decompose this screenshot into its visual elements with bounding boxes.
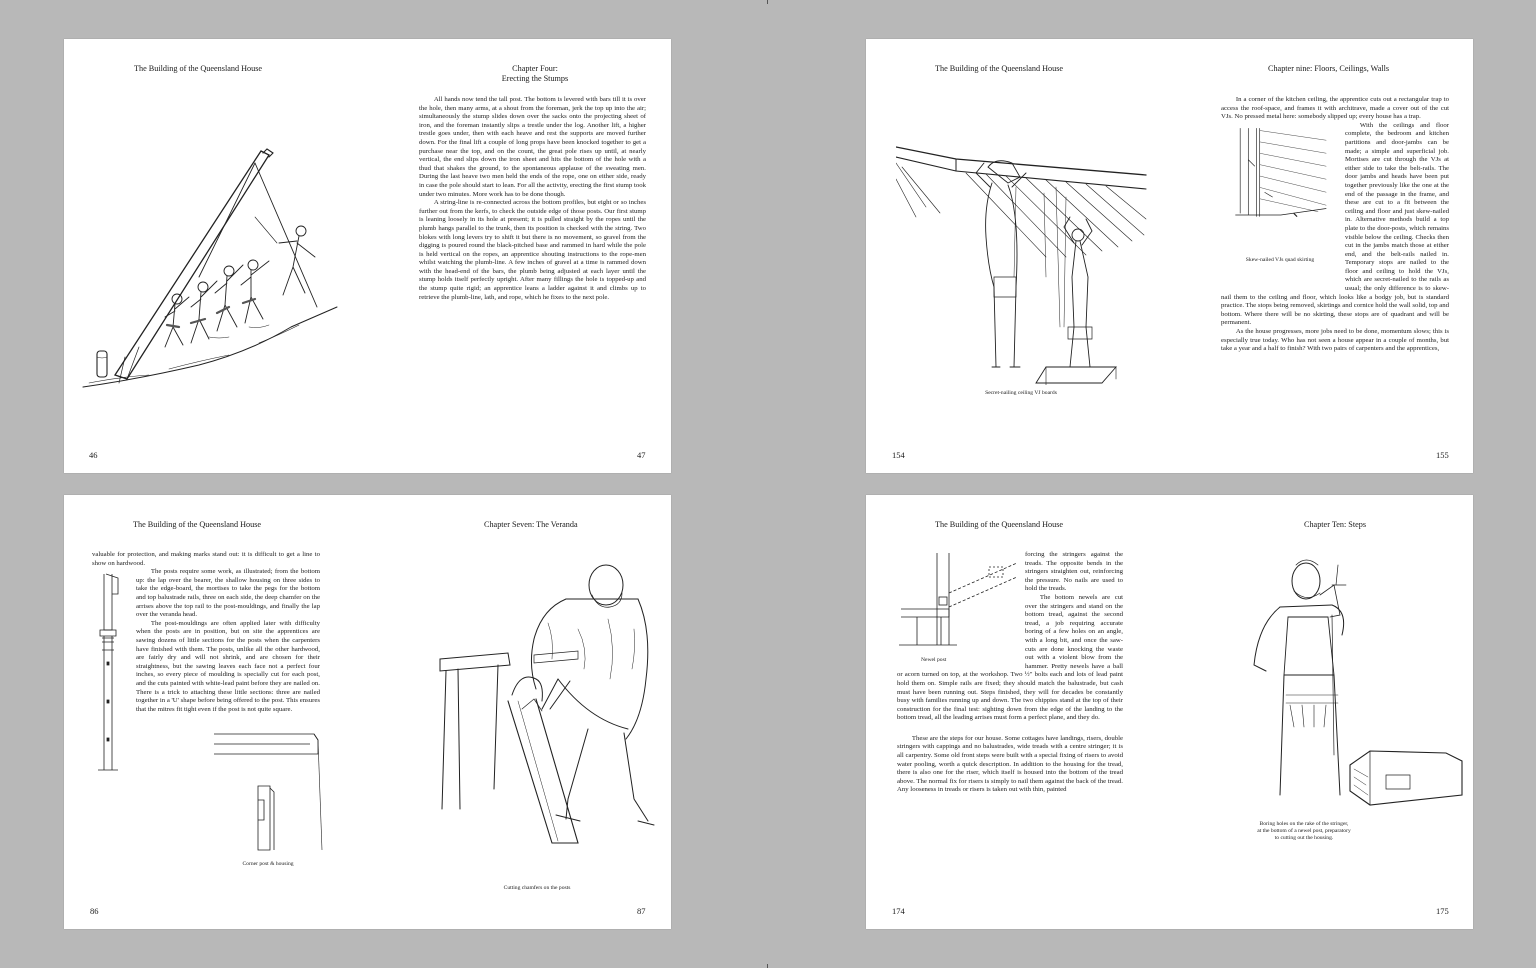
inset-figure-skirting <box>1221 124 1339 284</box>
running-header-left: The Building of the Queensland House <box>935 64 1064 73</box>
page-number-right: 155 <box>1436 450 1449 460</box>
inset-caption: Corner post & housing <box>242 861 294 867</box>
illustration-cutting-chamfers <box>438 559 658 849</box>
paragraph: These are the steps for our house. Some cottages have landings, risers, double stringers with cappings and no balustrades, wide treads with a centre stringer; it is all carpentry. Some old front steps were built with a special fixing of risers to avoid water pooling, worth a quick description. In addition to the housing for the tread, there is also one for the riser, which itself is housed into the bottom of the tread above. The normal fix for risers is simply to nail them against the back of the tread. Any looseness in treads or risers is taken out with thin, painted <box>897 734 1123 794</box>
illustration-boring-holes <box>1250 555 1465 817</box>
running-header-left: The Building of the Queensland House <box>935 520 1064 529</box>
body-text <box>419 96 646 302</box>
paragraph: The posts require some work, as illustrated; from the bottom up: the lap over the bearer, the shallow housing on three sides to take the edge-board, the mortises to take the pegs for the bottom and top balustrade rails, three on each side, the deep chamfer on the arrises above the top rail to the post-mouldings, and finally the lap over the veranda head. <box>136 568 320 619</box>
illustration-caption: Cutting chamfers on the posts <box>503 885 571 891</box>
page-number-right: 47 <box>637 450 646 460</box>
spread-pages-174-175 <box>866 495 1473 929</box>
running-header-left: The Building of the Queensland House <box>133 520 262 529</box>
illustration-caption <box>1234 821 1374 842</box>
spread-pages-46-47 <box>64 39 671 473</box>
spread-pages-86-87 <box>64 495 671 929</box>
body-text <box>897 551 1123 795</box>
inset-caption: Skew-nailed VJs quad skirting <box>1245 257 1315 264</box>
caption-line: at the bottom of a newel post, preparatory <box>1257 828 1351 834</box>
page-number-left: 46 <box>89 450 98 460</box>
illustration-corner-post-housing <box>214 730 324 864</box>
caption-line: Boring holes on the rake of the stringer, <box>1259 821 1349 827</box>
paragraph: The bottom newels are cut over the stringers and stand on the bottom tread, against the second tread, a job requiring accurate boring of a few holes on an angle, with a long bit, and once the saw-cuts are done knocking the waste out with a violent blow from the hammer. Pretty newels have a ball or acorn turned on top, at the workshop. Two ½" bolts each and lots of lead paint hold them on. Simple rails are fixed; they should match the balustrade, but cash must have been running out. Steps finished, they will for decades be constantly busy with families running up and down. The two chippies stand at the top of their construction for the final test: sighting down from the edge of the landing to the bottom tread, all the leading arrises must form a perfect plane, and they do. <box>897 593 1123 722</box>
paragraph: forcing the stringers against the treads. The opposite bends in the stringers straighten out, reinforcing the pressure. No nails are used to hold the treads. <box>1025 551 1123 593</box>
running-header-right: Chapter nine: Floors, Ceilings, Walls <box>1268 64 1390 73</box>
page-number-left: 86 <box>90 906 99 916</box>
crop-mark <box>767 964 768 968</box>
crop-mark <box>767 0 768 4</box>
running-header-right: Chapter Seven: The Veranda <box>484 520 578 529</box>
page-number-left: 154 <box>892 450 905 460</box>
body-text <box>1221 96 1449 354</box>
running-header-left: The Building of the Queensland House <box>134 64 263 73</box>
page-number-left: 174 <box>892 906 905 916</box>
caption-line: to cutting out the housing. <box>1274 835 1334 841</box>
inset-figure-post <box>92 570 124 782</box>
running-header-right: Chapter Ten: Steps <box>1304 520 1367 529</box>
illustration-caption: Secret-nailing ceiling VJ boards <box>985 390 1057 396</box>
chapter-number: Chapter Four: <box>512 64 558 73</box>
paragraph: valuable for protection, and making marks stand out: it is difficult to get a line to show on hardwood. <box>92 551 320 567</box>
illustration-ceiling-nailing <box>896 127 1148 385</box>
inset-caption: Newel post <box>921 656 947 663</box>
paragraph: In a corner of the kitchen ceiling, the apprentice cuts out a rectangular trap to access the roof-space, and frames it with architrave, made a cover out of the cut VJs. No pressed metal here: somebody slipped up; every house has a trap. <box>1221 96 1449 121</box>
page-number-right: 87 <box>637 906 646 916</box>
inset-figure-newel-post <box>897 553 1019 663</box>
chapter-title: Erecting the Stumps <box>501 74 569 83</box>
paragraph: With the ceilings and floor complete, the bedroom and kitchen partitions and door-jambs can be made; a simple and superficial job. Mortises are cut through the VJs at either side to take the belt-rails. The door jambs and heads have been put together previously like the one at the end of the passage in the frame, and these are cut to a fit between the ceiling and floor and just skew-nailed in. Alternative methods build a top plate to the door-posts, which remains visible below the ceiling. Checks then cut in the jambs match those at either end, and the belt-rails nailed in. Temporary stops are nailed to the floor and ceiling to hold the VJs, which are secret-nailed to the rails as usual; the only difference is to skew-nail them to the ceiling and floor, which looks like a bodgy job, but is standard practice. The stops being removed, skirtings and cornice hold the wall solid, top and bottom. Where there will be no skirting, these stops are of quadrant and will be permanent. <box>1221 121 1449 327</box>
paragraph: A string-line is re-connected across the bottom profiles, but eight or so inches further out from the kerfs, to check the outside edge of those posts. Our first stump is leaning loosely in its hole at present; it is pulled straight by the ropes until the plumb hangs parallel to the trunk, then its position is checked with the string. Two blokes with long levers try to shift it but there is no movement, so gravel from the digging is poured round the black-pitched base and rammed in hard while the pole is held vertical on the ropes, an apprentice shouting instructions to the rope-men whilst watching the plumb-line. A few inches of gravel at a time is rammed down with the head-end of the bars, the plumb being adjusted at each layer until the stump holds itself perfectly upright. After many fillings the hole is topped-up and the stump quite rigid; an apprentice leans a ladder against it and climbs up to retrieve the plumb-line, lath, and rope, which he fixes to the next pole. <box>419 199 646 301</box>
spread-pages-154-155 <box>866 39 1473 473</box>
running-header-right <box>484 64 586 84</box>
paragraph: All hands now tend the tall post. The bottom is levered with bars till it is over the hole, then many arms, at a shout from the foreman, jerk the top up into the air; simultaneously the stump slides down over the sacks onto the projecting sheet of iron, and the foreman instantly slips a trestle under the log. Another lift, a higher trestle goes under, then with each heave and rest the supports are moved further down. For the final lift a couple of long props have been knocked together to get a purchase near the top, and on the count, the great pole rises up until, at nearly vertical, the end slips down the iron sheet and hits the bottom of the hole with a thud that shakes the ground, to the spontaneous applause of the sweating men. During the last heave two men held the ends of the rope, one on either side, ready in case the pole should start to lean. For all the activity, erecting the first stump took under two minutes. More work has to be done though. <box>419 96 646 198</box>
illustration-raising-stump <box>79 147 341 392</box>
page-number-right: 175 <box>1436 906 1449 916</box>
paragraph: As the house progresses, more jobs need to be done, momentum slows; this is especially true today. Who has not seen a house appear in a couple of months, but take a year and a half to finish? With two pairs of carpenters and the apprentices, <box>1221 328 1449 353</box>
paragraph: The post-mouldings are often applied later with difficulty when the posts are in position, but on site the apprentices are sawing dozens of little sections for the posts when the carpenters have finished with them. The posts, unlike all the other hardwood, are fairly dry and will not shrink, and are chosen for their straightness, but the sawing leaves each face not a perfect four inches, so every piece of moulding is specially cut for each post, and the cuts painted with white-lead paint before they are nailed on. There is a trick to attaching these little sections: three are nailed together in a 'U' shape before being offered to the post. This ensures that the mitres fit tight even if the post is not quite square. <box>136 619 320 713</box>
